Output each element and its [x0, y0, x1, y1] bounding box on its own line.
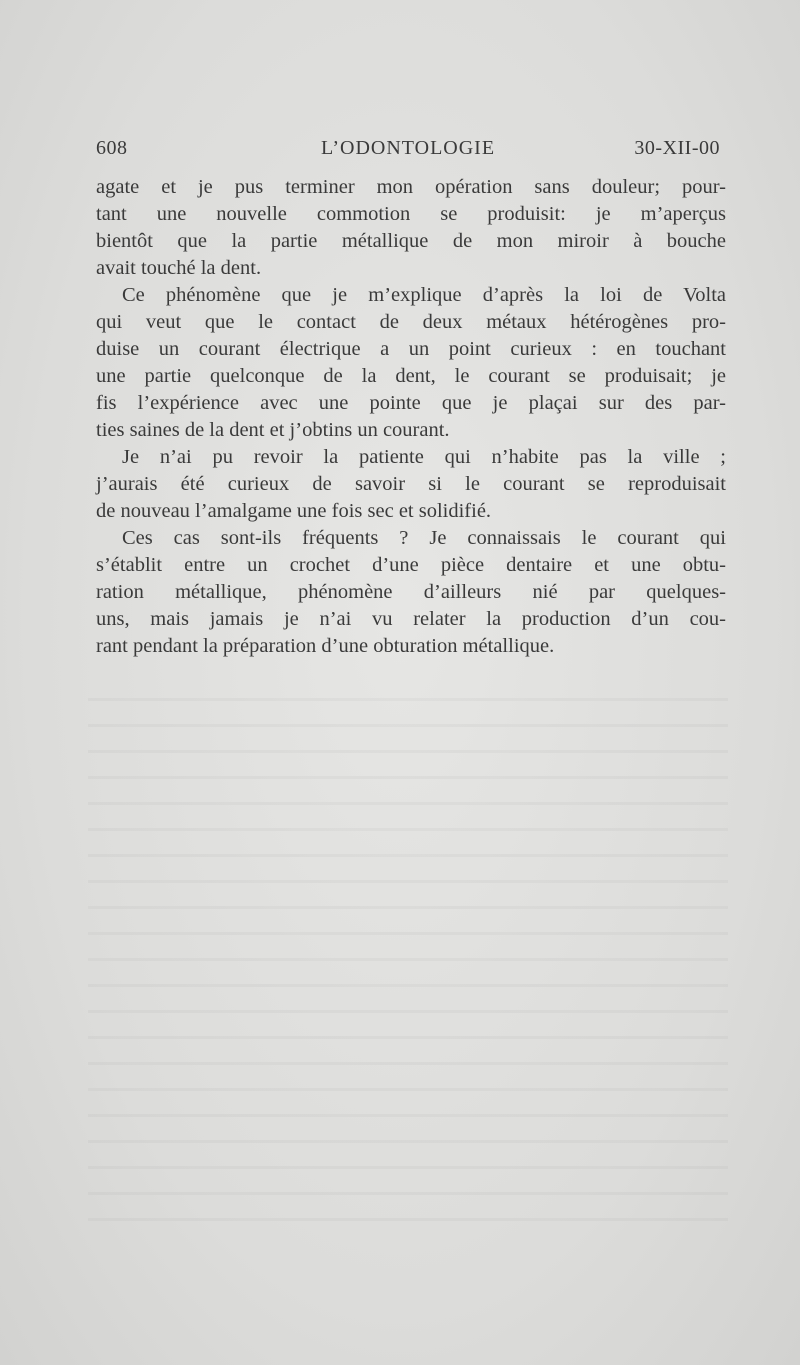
text-line: ration métallique, phénomène d’ailleurs nié par quelques- [96, 581, 726, 603]
text-line: une partie quelconque de la dent, le courant se produisait; je [96, 365, 726, 387]
text-line: de nouveau l’amalgame une fois sec et solidifié. [96, 500, 492, 522]
text-line: agate et je pus terminer mon opération sans douleur; pour- [96, 176, 726, 198]
text-line: Ce phénomène que je m’explique d’après la loi de Volta [122, 284, 726, 306]
text-line: rant pendant la préparation d’une obturation métallique. [96, 635, 555, 657]
body-text [96, 174, 726, 660]
text-line: avait touché la dent. [96, 257, 262, 279]
paragraph [96, 174, 726, 282]
text-line: Ces cas sont-ils fréquents ? Je connaissais le courant qui [122, 527, 726, 549]
text-line: duise un courant électrique a un point curieux : en touchant [96, 338, 726, 360]
paragraph [96, 444, 726, 525]
paragraph [96, 525, 726, 660]
paragraph [96, 282, 726, 444]
journal-title: L’ODONTOLOGIE [320, 136, 496, 159]
page-number: 608 [96, 136, 128, 159]
text-line: bientôt que la partie métallique de mon miroir à bouche [96, 230, 726, 252]
text-line: uns, mais jamais je n’ai vu relater la production d’un cou- [96, 608, 726, 630]
text-line: fis l’expérience avec une pointe que je plaçai sur des par- [96, 392, 726, 414]
text-line: tant une nouvelle commotion se produisit: je m’aperçus [96, 203, 726, 225]
text-line: j’aurais été curieux de savoir si le courant se reproduisait [96, 473, 726, 495]
show-through-texture [88, 680, 728, 1240]
text-line: s’établit entre un crochet d’une pièce dentaire et une obtu- [96, 554, 726, 576]
running-head [96, 136, 720, 160]
text-line: Je n’ai pu revoir la patiente qui n’habite pas la ville ; [122, 446, 726, 468]
text-line: ties saines de la dent et j’obtins un courant. [96, 419, 450, 441]
text-line: qui veut que le contact de deux métaux hétérogènes pro- [96, 311, 726, 333]
issue-date: 30-XII-00 [634, 136, 720, 159]
